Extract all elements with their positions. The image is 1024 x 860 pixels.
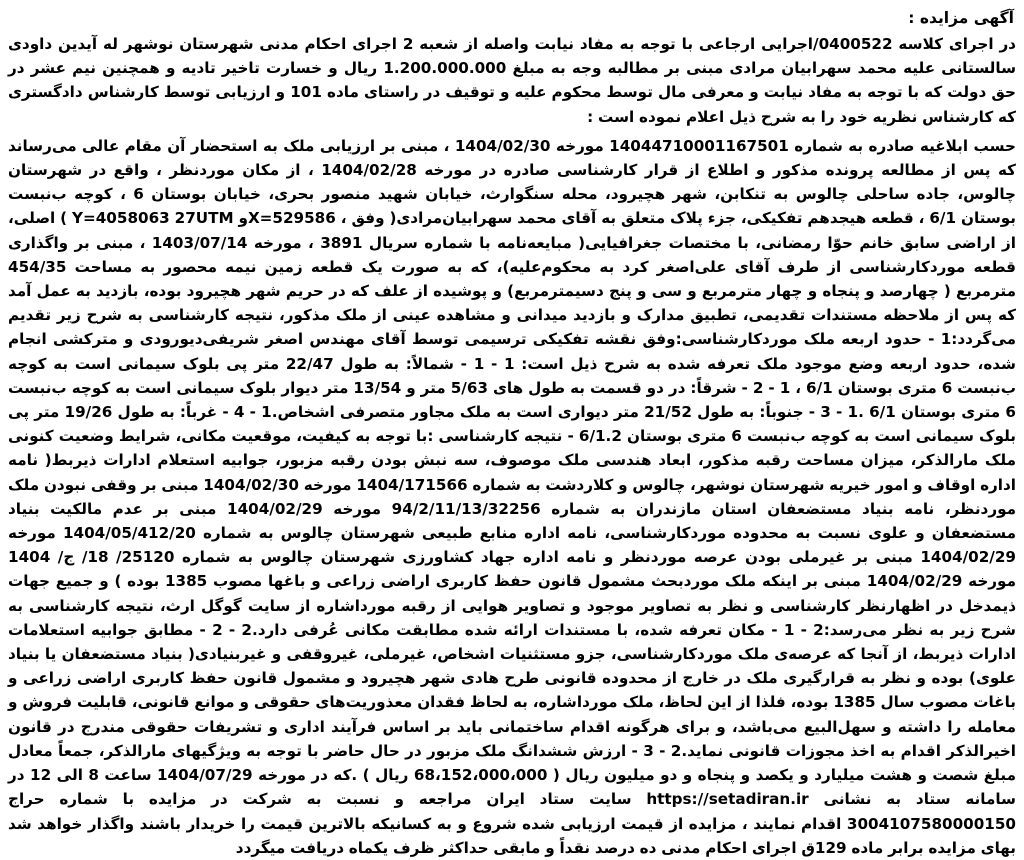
notice-paragraph-expert-report: حسب ابلاغیه صادره به شماره 14044710001167501 مورخه 1404/02/30 ، مبنی بر ارزیابی ملک به استحضار آن مقام عالی می‌رساند که پس از مطالعه پرونده مذکور و اطلاع از قرار کارشناسی صادره در مورخه 1404/02/28 ، از مکان موردنظر ، واقع در شهرستان چالوس، جاده ساحلی چالوس به تنکابن، شهر هچیرود، محله سنگوارث، خیابان شهید منصور بحری، خیابان بوستان 6 ، کوچه ب‌نبست بوستان 6/1 ، قطعه هیجدهم تفکیکی، جزء پلاک متعلق به آقای محمد سهرابیان‌مرادی( وفق ، X=529586و Y=4058063 27UTM ) اصلی، از اراضی سابق خانم حوّا رمضانی، با مختصات جغرافیایی( مبایعه‌نامه با شماره سریال 3891 ، مورخه 1403/07/14 ، مبنی بر واگذاری قطعه موردکارشناسی از طرف آقای علی‌اصغر کرد به محکوم‌علیه)، که به صورت یک قطعه زمین نیمه محصور به مساحت 454/35 مترمربع ( چهارصد و پنجاه و چهار مترمربع و سی و پنج دسیمترمربع) و پوشیده از علف که در حریم شهر هچیرود بوده، بازدید به عمل آمد که پس از ملاحظه مستندات تقدیمی، تطبیق مدارک و بازدید میدانی و مشاهده عینی از ملک مذکور، نتیجه کارشناسی به شرح زیر تقدیم می‌گردد:1 - حدود اربعه ملک موردکارشناسی:وفق نقشه تفکیکی ترسیمی توسط آقای مهندس اصغر شریفی‌دیورودی و مترکشی انجام شده، حدود اربعه وضع موجود ملک تعرفه شده به شرح ذیل است: 1 - 1 - شمالاً: به طول 22/47 متر پی بلوک سیمانی است به کوچه ب‌نبست 6 متری بوستان 6/1 ، 1 - 2 - شرقاً: در دو قسمت به طول های 5/63 متر و 13/54 متر دیوار بلوک سیمانی است به کوچه ب‌نبست 6 متری بوستان 6/1 .1 - 3 - جنوباً: به طول 21/52 متر دیواری است به ملک مجاور متصرفی اشخاص.1 - 4 - غرباً: به طول 19/26 متر پی بلوک سیمانی است به کوچه ب‌نبست 6 متری بوستان 6/1.2 - نتیجه کارشناسی :با توجه به کیفیت، موقعیت مکانی، شرایط وضعیت کنونی ملک مارالذکر، میزان مساحت رقبه مذکور، ابعاد هندسی ملک موصوف، سه نبش بودن رقبه مزبور، جوابیه استعلام ادارات ذیربط( نامه اداره اوقاف و امور خیریه شهرستان نوشهر، چالوس و کلاردشت به شماره 1404/171566 مورخه 1404/02/30 مبنی بر وقفی نبودن ملک موردنظر، نامه بنیاد مستضعفان استان مازندران به شماره 94/2/11/13/32256 مورخه 1404/02/29 مبنی بر عدم مالکیت بنیاد مستضعفان و علوی نسبت به محدوده موردکارشناسی، نامه اداره منابع طبیعی شهرستان چالوس به شماره 1404/05/412/20 مورخه 1404/02/29 مبنی بر غیرملی بودن عرصه موردنظر و نامه اداره جهاد کشاورزی شهرستان چالوس به شماره 25120/ 18/ ج/ 1404 مورخه 1404/02/29 مبنی بر اینکه ملک موردبحث مشمول قانون حفظ کاربری اراضی زراعی و باغها مصوب 1385 بوده ) و جمیع جهات ذیمدخل در اظهارنظر کارشناسی و نظر به تصاویر موجود و تصاویر هوایی از رقبه مورداشاره از سایت گوگل ارث، نتیجه کارشناسی به شرح زیر به نظر می‌رسد:2 - 1 - مکان تعرفه شده، با مستندات ارائه شده مطابقت مکانی عُرفی دارد.2 - 2 - مطابق جوابیه استعلامات ادارات ذیربط، از آنجا که عرصه‌ی ملک موردکارشناسی، جزو مستثنیات اشخاص، غیرملی، غیروقفی و غیربنیادی( بنیاد مستضعفان یا بنیاد علوی) بوده و نظر به قرارگیری ملک در خارج از محدوده قانونی طرح هادی شهر هچیرود و مشمول قانون حفظ کاربری اراضی زراعی و باغات مصوب سال 1385 بوده، فلذا از این لحاظ، ملک مورداشاره، به لحاظ فقدان معذوریت‌های حقوقی و موانع قانونی، قابلیت فروش و معامله را داشته و سهل‌البیع می‌باشد، و برای هرگونه اقدام ساختمانی باید بر اساس فرآیند اداری و تشریفات حقوقی مندرج در قانون اخیرالذکر اقدام به اخذ مجوزات قانونی نماید.2 - 3 - ارزش ششدانگ ملک مزبور در حال حاضر با توجه به ویژگیهای مارالذکر، جمعاً معادل مبلغ شصت و هشت میلیارد و یکصد و پنجاه و دو میلیون ریال ( 68،152،000،000 ریال ) .که در مورخه 1404/07/29 ساعت 8 الی 12 در سامانه ستاد به نشانی https://setadiran.ir سایت ستاد ایران مراجعه و نسبت به شرکت در مزایده با شماره حراج 3004107580000150 اقدام نمایند ، مزایده از قیمت ارزیابی شده شروع و به کسانیکه بالاترین قیمت را خریدار باشند واگذار خواهد شد بهای مزایده برابر ماده 129ق اجرای احکام مدنی ده درصد نقداً و مابقی حداکثر ظرف یکماه دریافت میگردد — [8, 136, 1017, 857]
notice-title: آگهی مزایده : — [908, 9, 1014, 27]
notice-paragraph-intro: در اجرای کلاسه 0400522/اجرایی ارجاعی با توجه به مفاد نیابت واصله از شعبه 2 اجرای احکام مدنی شهرستان نوشهر له آیدین داودی سالستانی علیه محمد سهرابیان مرادی مبنی بر مطالبه وجه به مبلغ 1.200.000.000 ریال و خسارت تاخیر تادیه و همچنین نیم عشر در حق دولت که با توجه به مفاد نیابت و معرفی مال توسط محکوم علیه و توقیف در راستای ماده 101 و ارزیابی توسط کارشناس دادگستری که کارشناس نظریه خود را به شرح ذیل اعلام نموده است : — [8, 35, 1017, 126]
